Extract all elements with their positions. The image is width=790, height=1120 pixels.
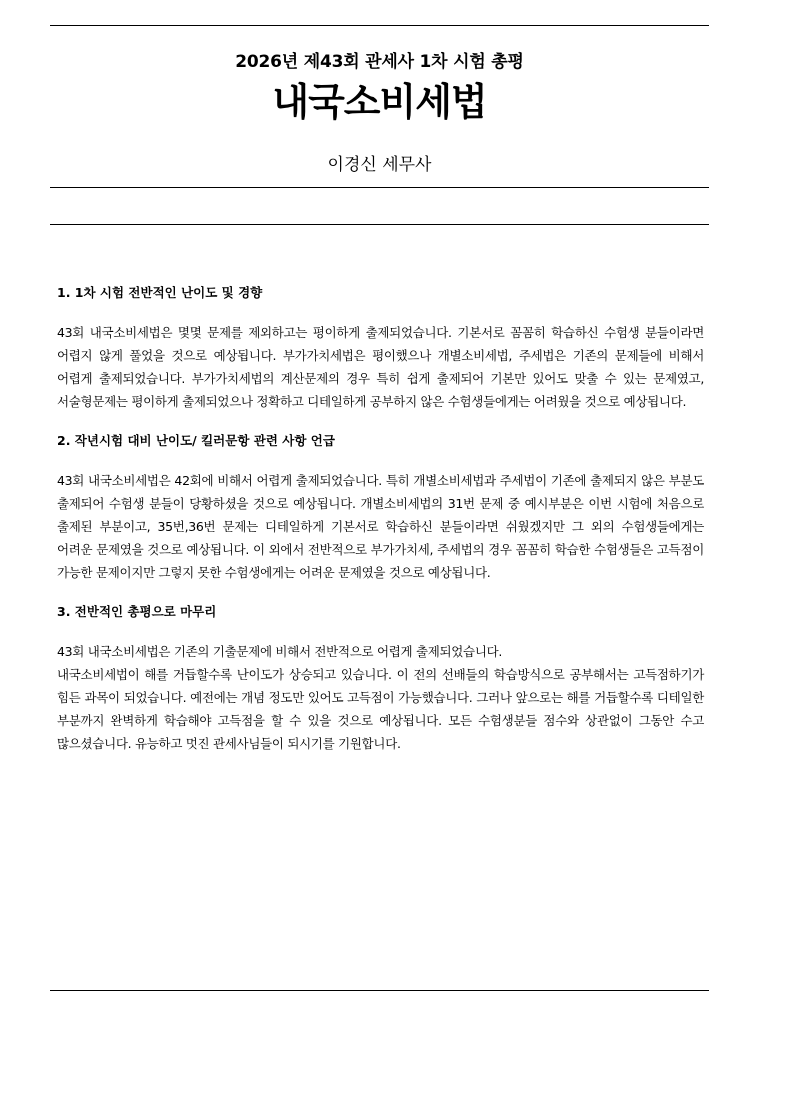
section-conclusion (57, 602, 704, 755)
page-title: 내국소비세법 (272, 80, 487, 124)
section-difficulty (57, 283, 704, 413)
author-name: 이경신 세무사 (327, 155, 432, 175)
header-divider (50, 187, 709, 188)
section-heading: 1. 1차 시험 전반적인 난이도 및 경향 (57, 285, 263, 300)
section-comparison (57, 431, 704, 584)
section-paragraph: 43회 내국소비세법은 기존의 기출문제에 비해서 전반적으로 어렵게 출제되었습니다. (57, 644, 503, 659)
section-heading: 3. 전반적인 총평으로 마무리 (57, 604, 217, 619)
bottom-divider (50, 990, 709, 991)
exam-subtitle: 2026년 제43회 관세사 1차 시험 총평 (235, 52, 524, 72)
top-divider (50, 25, 709, 26)
document-body (57, 283, 704, 755)
section-paragraph: 43회 내국소비세법은 몇몇 문제를 제외하고는 평이하게 출제되었습니다. 기본서로 꼼꼼히 학습하신 수험생 분들이라면 어렵지 않게 풀었을 것으로 예상됩니다. 부가가치세법은 평이했으나 개별소비세법, 주세법은 기존의 문제들에 비해서 어렵게 출제되었습니다. 부가가치세법의 계산문제의 경우 특히 쉽게 출제되어 기본만 있어도 맞출 수 있는 문제였고, 서술형문제는 평이하게 출제되었으나 정확하고 디테일하게 공부하지 않은 수험생들에게는 어려웠을 것으로 예상됩니다. (57, 325, 704, 409)
section-paragraph: 43회 내국소비세법은 42회에 비해서 어렵게 출제되었습니다. 특히 개별소비세법과 주세법이 기존에 출제되지 않은 부분도 출제되어 수험생 분들이 당황하셨을 것으로 예상됩니다. 개별소비세법의 31번 문제 중 예시부분은 이번 시험에 처음으로 출제된 부분이고, 35번,36번 문제는 디테일하게 기본서로 학습하신 분들이라면 쉬웠겠지만 그 외의 수험생들에게는 어려운 문제였을 것으로 예상됩니다. 이 외에서 전반적으로 부가가치세, 주세법의 경우 꼼꼼히 학습한 수험생들은 고득점이 가능한 문제이지만 그렇지 못한 수험생에게는 어려운 문제였을 것으로 예상됩니다. (57, 473, 704, 580)
content-divider (50, 224, 709, 225)
section-paragraph: 내국소비세법이 해를 거듭할수록 난이도가 상승되고 있습니다. 이 전의 선배들의 학습방식으로 공부해서는 고득점하기가 힘든 과목이 되었습니다. 예전에는 개념 정도만 있어도 고득점이 가능했습니다. 그러나 앞으로는 해를 거듭할수록 디테일한 부분까지 완벽하게 학습해야 고득점을 할 수 있을 것으로 예상됩니다. 모든 수험생분들 점수와 상관없이 그동안 수고 많으셨습니다. 유능하고 멋진 관세사님들이 되시기를 기원합니다. (57, 667, 704, 751)
section-heading: 2. 작년시험 대비 난이도/ 킬러문항 관련 사항 언급 (57, 433, 335, 448)
